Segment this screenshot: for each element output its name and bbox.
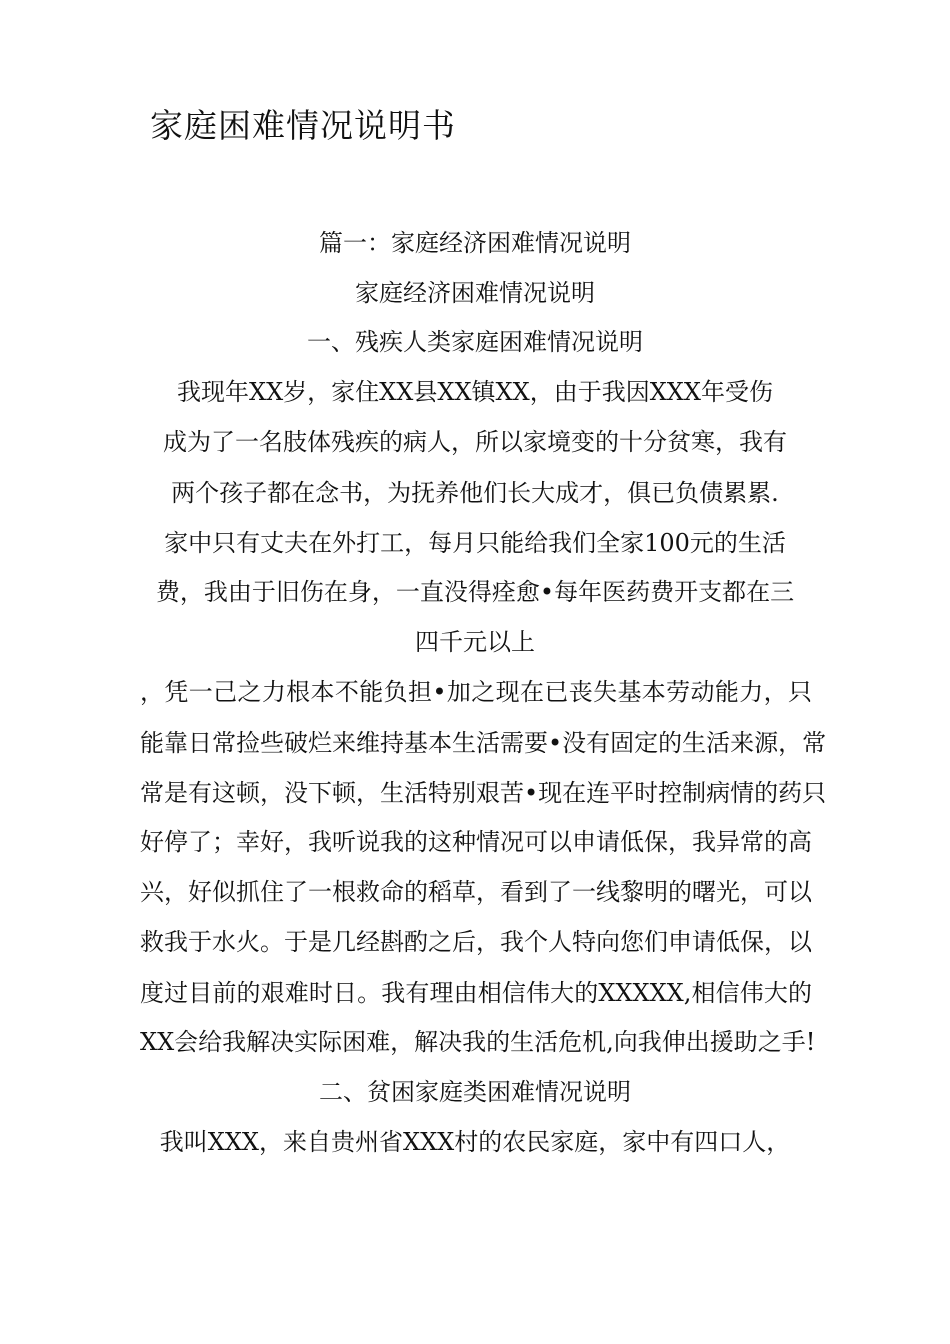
document-title: 家庭困难情况说明书 xyxy=(150,106,456,145)
paragraph-line: 兴，好似抓住了一根救命的稻草，看到了一线黎明的曙光，可以 xyxy=(140,878,812,906)
section1-line: 家中只有丈夫在外打工，每月只能给我们全家100元的生活 xyxy=(164,529,786,557)
chapter-heading: 篇一：家庭经济困难情况说明 xyxy=(319,229,631,257)
paragraph-line: 救我于水火。于是几经斟酌之后，我个人特向您们申请低保，以 xyxy=(140,928,812,956)
paragraph-line: ，凭一己之力根本不能负担•加之现在已丧失基本劳动能力，只 xyxy=(140,678,812,706)
section1-line: 我现年XX岁，家住XX县XX镇XX，由于我因XXX年受伤 xyxy=(177,378,773,406)
paragraph-line: XX会给我解决实际困难，解决我的生活危机,向我伸出援助之手! xyxy=(140,1028,816,1056)
paragraph-line: 度过目前的艰难时日。我有理由相信伟大的XXXXX,相信伟大的 xyxy=(140,979,812,1007)
paragraph-line: 能靠日常捡些破烂来维持基本生活需要•没有固定的生活来源，常 xyxy=(140,729,827,757)
section2-line: 我叫XXX，来自贵州省XXX村的农民家庭，家中有四口人， xyxy=(159,1128,791,1156)
section1-line: 成为了一名肢体残疾的病人，所以家境变的十分贫寒，我有 xyxy=(163,428,787,456)
section1-line: 费，我由于旧伤在身，一直没得痊愈•每年医药费开支都在三 xyxy=(155,578,795,606)
paragraph-line: 好停了；幸好，我听说我的这种情况可以申请低保，我异常的高 xyxy=(140,828,812,856)
section2-heading: 二、贫困家庭类困难情况说明 xyxy=(319,1078,631,1106)
section1-line: 两个孩子都在念书，为抚养他们长大成才，俱已负债累累. xyxy=(171,479,779,507)
paragraph-line: 常是有这顿，没下顿，生活特别艰苦•现在连平时控制病情的药只 xyxy=(140,779,827,807)
section1-line: 四千元以上 xyxy=(415,628,535,656)
sub-heading: 家庭经济困难情况说明 xyxy=(355,279,595,307)
section1-heading: 一、残疾人类家庭困难情况说明 xyxy=(307,328,643,356)
